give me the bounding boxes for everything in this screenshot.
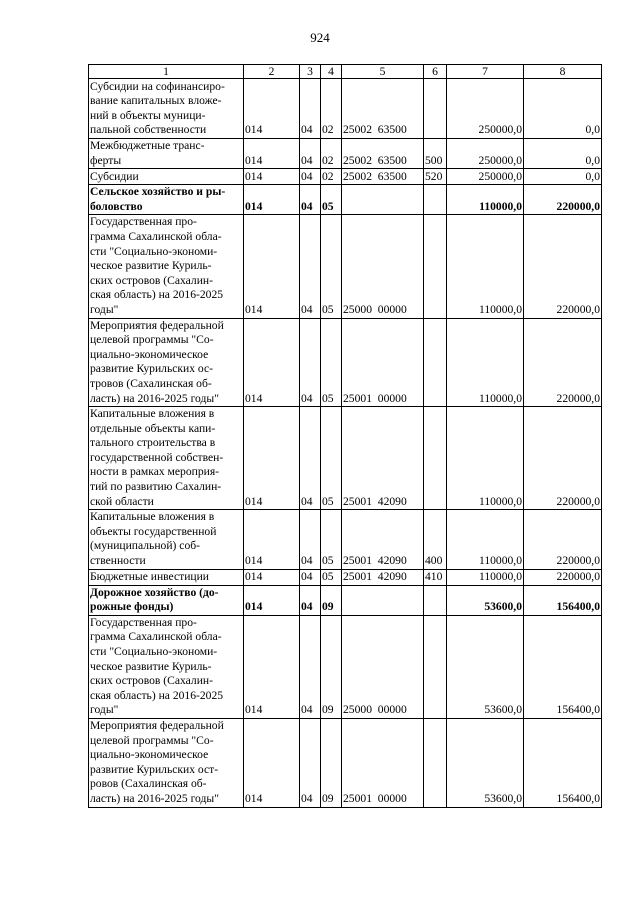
section-cell: 04 xyxy=(300,569,321,585)
amount-col8-cell: 220000,0 xyxy=(524,510,602,569)
table-row xyxy=(89,185,602,215)
row-name-cell: Мероприятия федеральной целевой программы "Со- циально-экономическое развитие Курильских ос- тровов (Сахалинская об- ласть) на 2016-2025 годы" xyxy=(89,318,244,407)
expense-type-cell xyxy=(424,718,447,807)
section-cell: 04 xyxy=(300,169,321,185)
section-cell: 04 xyxy=(300,718,321,807)
amount-col8-cell: 0,0 xyxy=(524,139,602,169)
table-row xyxy=(89,318,602,407)
subsection-cell: 05 xyxy=(321,318,342,407)
amount-col8-cell: 0,0 xyxy=(524,169,602,185)
subsection-cell: 02 xyxy=(321,139,342,169)
ministry-code-cell: 014 xyxy=(244,569,300,585)
subsection-cell: 02 xyxy=(321,169,342,185)
row-name-cell: Капитальные вложения в отдельные объекты капи- тального строительства в государственной собствен- ности в рамках мероприя- тий по развитию Сахалин- ской области xyxy=(89,407,244,510)
target-article-cell xyxy=(342,585,424,615)
subsection-cell: 02 xyxy=(321,79,342,139)
row-name-cell: Бюджетные инвестиции xyxy=(89,569,244,585)
expense-type-cell xyxy=(424,615,447,718)
header-col-4: 4 xyxy=(321,65,342,79)
ministry-code-cell: 014 xyxy=(244,169,300,185)
expense-type-cell xyxy=(424,185,447,215)
subsection-cell: 09 xyxy=(321,615,342,718)
section-cell: 04 xyxy=(300,215,321,318)
row-name-cell: Субсидии на софинансиро- вание капитальных вложе- ний в объекты муници- пальной собственности xyxy=(89,79,244,139)
ministry-code-cell: 014 xyxy=(244,718,300,807)
row-name-cell: Дорожное хозяйство (до- рожные фонды) xyxy=(89,585,244,615)
amount-col7-cell: 53600,0 xyxy=(447,585,524,615)
target-article-cell: 25002 63500 xyxy=(342,139,424,169)
subsection-cell: 09 xyxy=(321,585,342,615)
subsection-cell: 05 xyxy=(321,185,342,215)
target-article-cell: 25002 63500 xyxy=(342,169,424,185)
row-name-cell: Государственная про- грамма Сахалинской обла- сти "Социально-экономи- ческое развитие Куриль- ских островов (Сахалин- ская область) на 2016-2025 годы" xyxy=(89,615,244,718)
amount-col7-cell: 53600,0 xyxy=(447,615,524,718)
header-col-7: 7 xyxy=(447,65,524,79)
amount-col8-cell: 0,0 xyxy=(524,79,602,139)
section-cell: 04 xyxy=(300,585,321,615)
expense-type-cell xyxy=(424,79,447,139)
table-row xyxy=(89,510,602,569)
header-row xyxy=(89,65,602,79)
subsection-cell: 05 xyxy=(321,407,342,510)
amount-col8-cell: 156400,0 xyxy=(524,585,602,615)
amount-col7-cell: 250000,0 xyxy=(447,139,524,169)
target-article-cell: 25001 42090 xyxy=(342,510,424,569)
section-cell: 04 xyxy=(300,79,321,139)
ministry-code-cell: 014 xyxy=(244,407,300,510)
amount-col7-cell: 110000,0 xyxy=(447,318,524,407)
target-article-cell: 25002 63500 xyxy=(342,79,424,139)
row-name-cell: Субсидии xyxy=(89,169,244,185)
header-col-6: 6 xyxy=(424,65,447,79)
amount-col7-cell: 110000,0 xyxy=(447,215,524,318)
table-row xyxy=(89,615,602,718)
header-col-8: 8 xyxy=(524,65,602,79)
table-row xyxy=(89,215,602,318)
table-row xyxy=(89,718,602,807)
amount-col8-cell: 220000,0 xyxy=(524,318,602,407)
ministry-code-cell: 014 xyxy=(244,615,300,718)
expense-type-cell: 400 xyxy=(424,510,447,569)
amount-col7-cell: 250000,0 xyxy=(447,169,524,185)
row-name-cell: Государственная про- грамма Сахалинской обла- сти "Социально-экономи- ческое развитие Куриль- ских островов (Сахалин- ская область) на 2016-2025 годы" xyxy=(89,215,244,318)
section-cell: 04 xyxy=(300,615,321,718)
amount-col7-cell: 110000,0 xyxy=(447,510,524,569)
subsection-cell: 05 xyxy=(321,510,342,569)
target-article-cell: 25001 42090 xyxy=(342,569,424,585)
ministry-code-cell: 014 xyxy=(244,79,300,139)
expense-type-cell xyxy=(424,318,447,407)
ministry-code-cell: 014 xyxy=(244,318,300,407)
amount-col7-cell: 110000,0 xyxy=(447,407,524,510)
target-article-cell: 25000 00000 xyxy=(342,215,424,318)
target-article-cell: 25001 00000 xyxy=(342,718,424,807)
expense-type-cell xyxy=(424,585,447,615)
header-col-3: 3 xyxy=(300,65,321,79)
subsection-cell: 05 xyxy=(321,215,342,318)
expense-type-cell: 410 xyxy=(424,569,447,585)
amount-col7-cell: 110000,0 xyxy=(447,569,524,585)
row-name-cell: Капитальные вложения в объекты государственной (муниципальной) соб- ственности xyxy=(89,510,244,569)
subsection-cell: 05 xyxy=(321,569,342,585)
amount-col8-cell: 220000,0 xyxy=(524,215,602,318)
table-row xyxy=(89,569,602,585)
section-cell: 04 xyxy=(300,407,321,510)
amount-col8-cell: 156400,0 xyxy=(524,615,602,718)
subsection-cell: 09 xyxy=(321,718,342,807)
table-row xyxy=(89,169,602,185)
section-cell: 04 xyxy=(300,510,321,569)
target-article-cell: 25001 42090 xyxy=(342,407,424,510)
table-row xyxy=(89,585,602,615)
header-col-1: 1 xyxy=(89,65,244,79)
expense-type-cell xyxy=(424,407,447,510)
amount-col8-cell: 156400,0 xyxy=(524,718,602,807)
row-name-cell: Сельское хозяйство и ры- боловство xyxy=(89,185,244,215)
budget-table xyxy=(88,64,602,808)
amount-col7-cell: 53600,0 xyxy=(447,718,524,807)
ministry-code-cell: 014 xyxy=(244,585,300,615)
ministry-code-cell: 014 xyxy=(244,510,300,569)
amount-col8-cell: 220000,0 xyxy=(524,569,602,585)
section-cell: 04 xyxy=(300,185,321,215)
amount-col7-cell: 110000,0 xyxy=(447,185,524,215)
ministry-code-cell: 014 xyxy=(244,185,300,215)
ministry-code-cell: 014 xyxy=(244,139,300,169)
amount-col8-cell: 220000,0 xyxy=(524,407,602,510)
section-cell: 04 xyxy=(300,318,321,407)
target-article-cell xyxy=(342,185,424,215)
expense-type-cell: 500 xyxy=(424,139,447,169)
ministry-code-cell: 014 xyxy=(244,215,300,318)
table-row xyxy=(89,139,602,169)
expense-type-cell xyxy=(424,215,447,318)
target-article-cell: 25000 00000 xyxy=(342,615,424,718)
amount-col7-cell: 250000,0 xyxy=(447,79,524,139)
row-name-cell: Мероприятия федеральной целевой программы "Со- циально-экономическое развитие Курильских ост- ровов (Сахалинская об- ласть) на 2016-2025 годы" xyxy=(89,718,244,807)
table-row xyxy=(89,79,602,139)
header-col-2: 2 xyxy=(244,65,300,79)
header-col-5: 5 xyxy=(342,65,424,79)
amount-col8-cell: 220000,0 xyxy=(524,185,602,215)
row-name-cell: Межбюджетные транс- ферты xyxy=(89,139,244,169)
table-row xyxy=(89,407,602,510)
page-number: 924 xyxy=(310,30,330,45)
target-article-cell: 25001 00000 xyxy=(342,318,424,407)
expense-type-cell: 520 xyxy=(424,169,447,185)
section-cell: 04 xyxy=(300,139,321,169)
table-body xyxy=(89,79,602,808)
